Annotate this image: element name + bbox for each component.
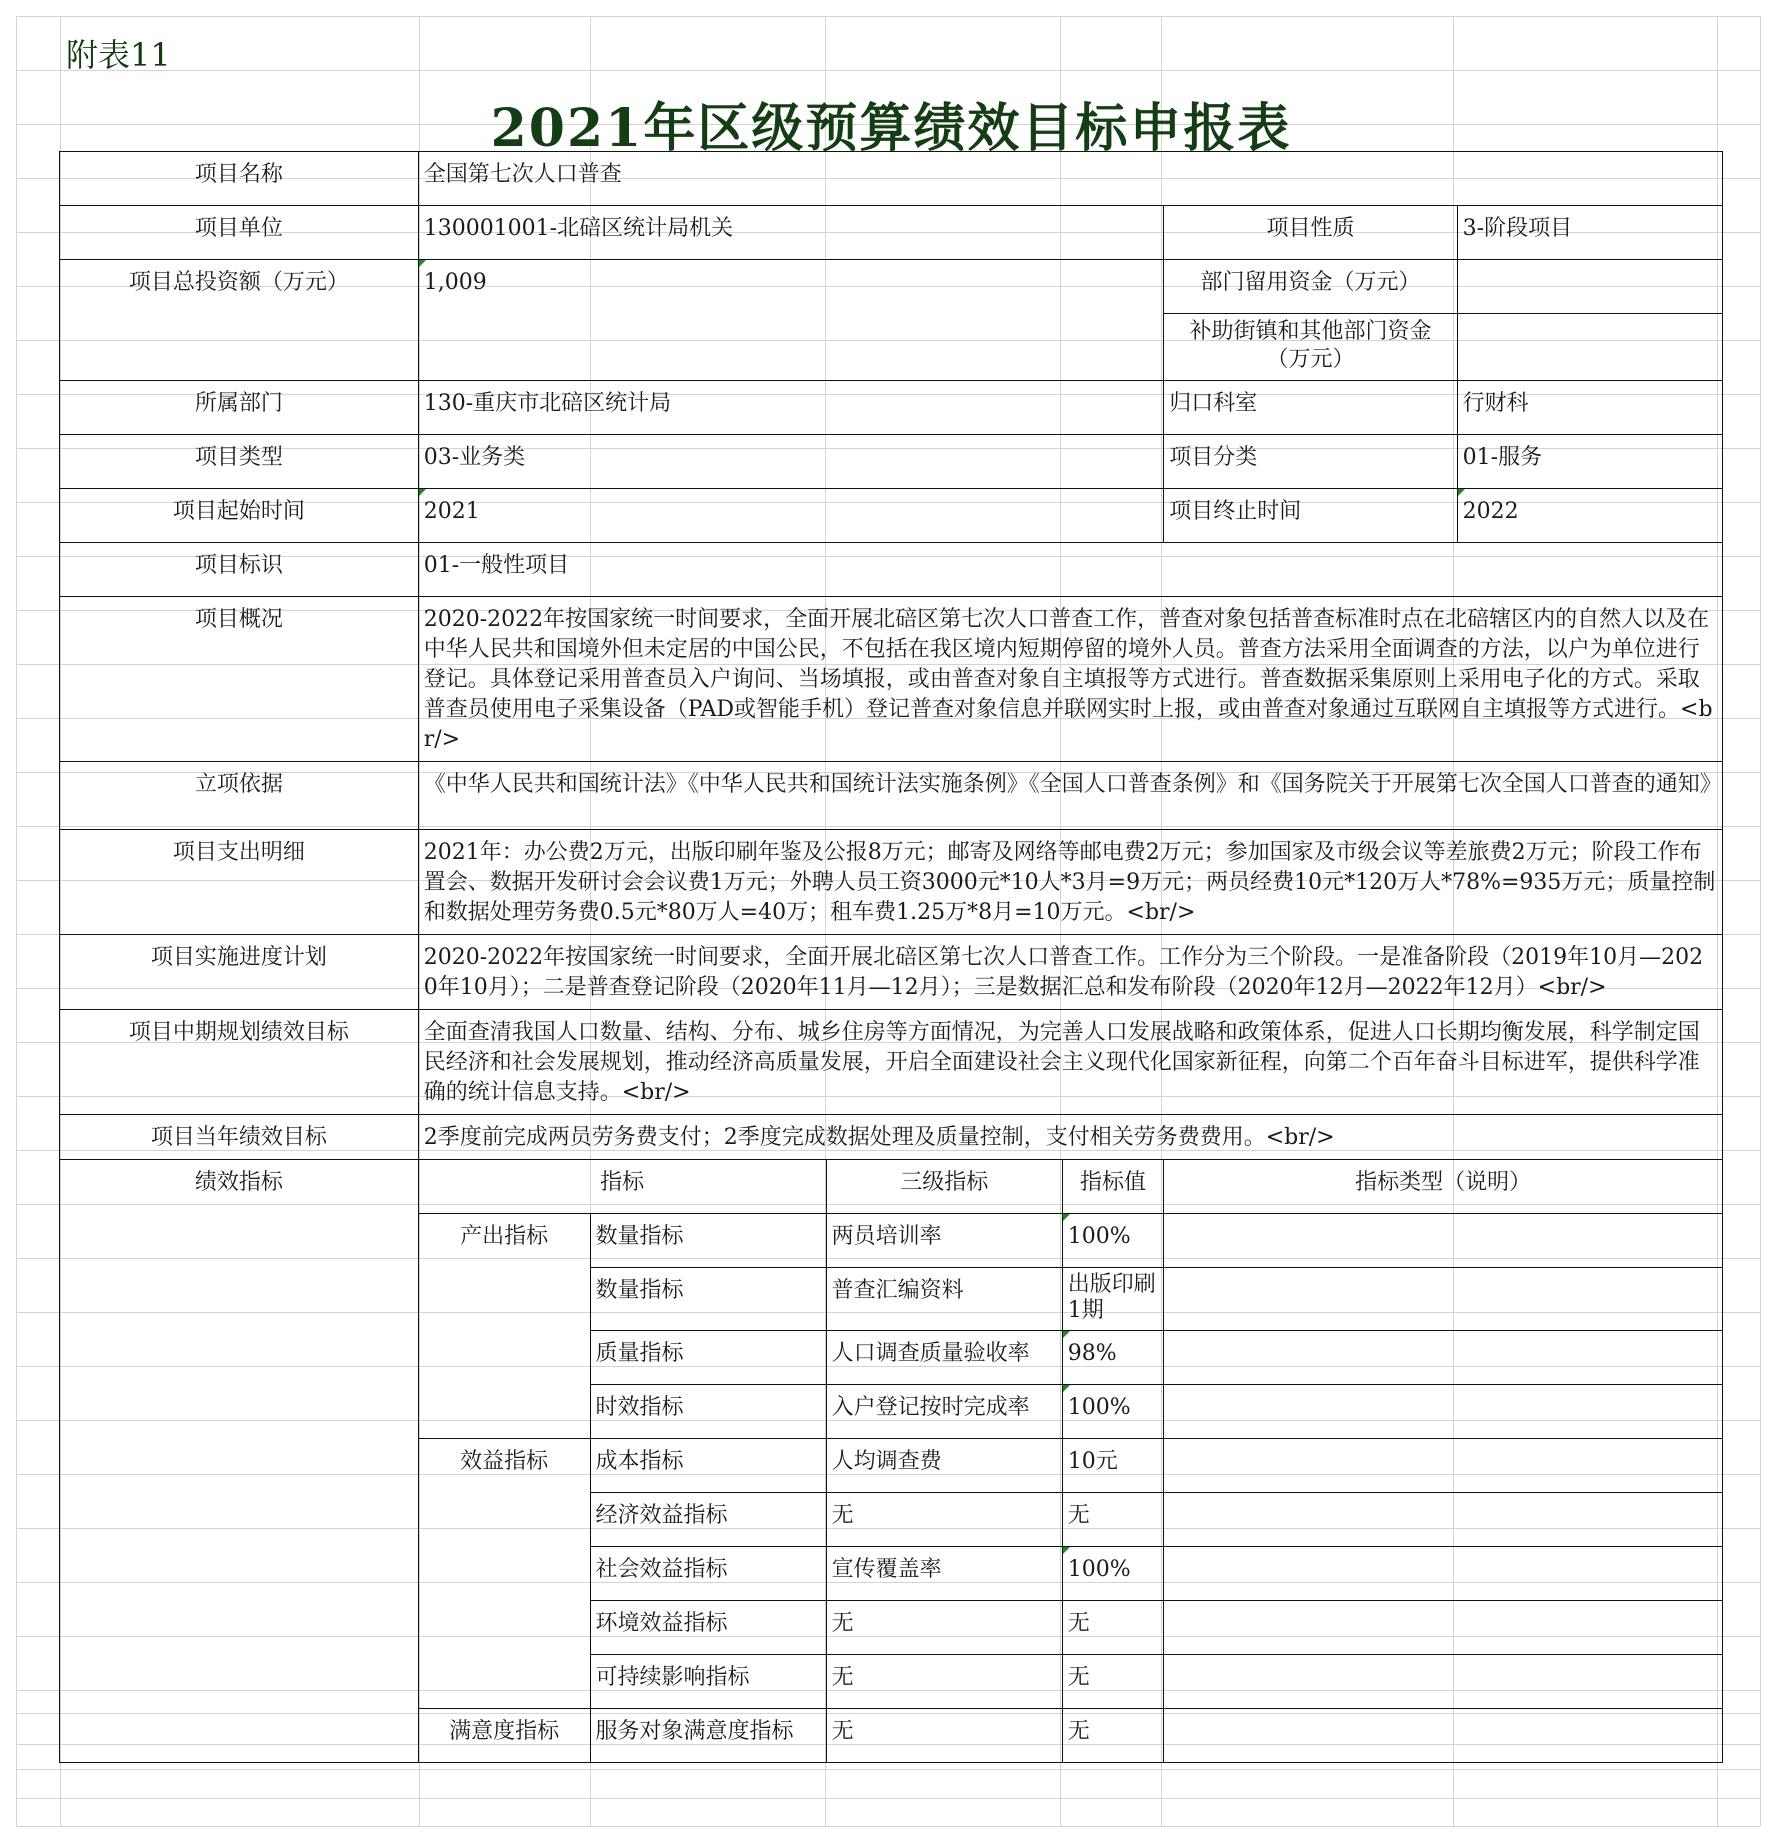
row-project-unit xyxy=(60,206,1723,260)
indicator-sub: 数量指标 xyxy=(590,1214,826,1268)
indicator-level3[interactable]: 无 xyxy=(826,1493,1062,1547)
indicator-value[interactable]: 100% xyxy=(1062,1214,1163,1268)
row-midterm-goal xyxy=(60,1010,1723,1115)
indicator-header-row xyxy=(60,1160,1723,1214)
gridline xyxy=(16,1769,1760,1770)
gridline xyxy=(16,1826,1760,1827)
row-overview xyxy=(60,597,1723,762)
total-investment-value[interactable]: 1,009 xyxy=(418,260,1164,381)
indicator-type[interactable] xyxy=(1164,1601,1723,1655)
row-identifier xyxy=(60,543,1723,597)
project-name-value[interactable]: 全国第七次人口普查 xyxy=(418,152,1722,206)
start-time-value[interactable]: 2021 xyxy=(418,489,1164,543)
schedule-value[interactable]: 2020-2022年按国家统一时间要求，全面开展北碚区第七次人口普查工作。工作分为三个阶段。一是准备阶段（2019年10月—2020年10月）；二是普查登记阶段（2020年11月—12月）；三是数据汇总和发布阶段（2020年12月—2022年12月）<br/> xyxy=(418,935,1722,1010)
row-start-time xyxy=(60,489,1723,543)
row-total-investment xyxy=(60,260,1723,314)
indicator-value[interactable]: 无 xyxy=(1062,1709,1163,1763)
gridline xyxy=(16,16,17,1826)
gridline xyxy=(16,70,1760,71)
basis-label: 立项依据 xyxy=(60,762,419,830)
project-nature-label: 项目性质 xyxy=(1164,206,1457,260)
indicator-sub: 成本指标 xyxy=(590,1439,826,1493)
indicator-type[interactable] xyxy=(1164,1547,1723,1601)
row-project-name xyxy=(60,152,1723,206)
indicator-type[interactable] xyxy=(1164,1709,1723,1763)
indicator-sub: 社会效益指标 xyxy=(590,1547,826,1601)
project-name-label: 项目名称 xyxy=(60,152,419,206)
level3-header: 三级指标 xyxy=(826,1160,1062,1214)
indicator-sub: 经济效益指标 xyxy=(590,1493,826,1547)
indicator-level3[interactable]: 人均调查费 xyxy=(826,1439,1062,1493)
indicator-type[interactable] xyxy=(1164,1655,1723,1709)
dept-reserve-label: 部门留用资金（万元） xyxy=(1164,260,1457,314)
project-type-label: 项目类型 xyxy=(60,435,419,489)
project-category-value[interactable]: 01-服务 xyxy=(1457,435,1722,489)
indicator-level3[interactable]: 无 xyxy=(826,1601,1062,1655)
indicator-level3[interactable]: 两员培训率 xyxy=(826,1214,1062,1268)
output-indicators-group: 产出指标 xyxy=(418,1214,590,1439)
indicator-value[interactable]: 无 xyxy=(1062,1493,1163,1547)
indicator-value[interactable]: 无 xyxy=(1062,1601,1163,1655)
indicators-label: 绩效指标 xyxy=(60,1160,419,1763)
indicator-level3[interactable]: 人口调查质量验收率 xyxy=(826,1331,1062,1385)
total-investment-label: 项目总投资额（万元） xyxy=(60,260,419,381)
row-annual-goal xyxy=(60,1115,1723,1160)
indicator-type[interactable] xyxy=(1164,1385,1723,1439)
expenditure-label: 项目支出明细 xyxy=(60,830,419,935)
indicator-header: 指标 xyxy=(418,1160,826,1214)
indicator-type[interactable] xyxy=(1164,1331,1723,1385)
identifier-label: 项目标识 xyxy=(60,543,419,597)
indicator-sub: 服务对象满意度指标 xyxy=(590,1709,826,1763)
indicator-type[interactable] xyxy=(1164,1493,1723,1547)
office-label: 归口科室 xyxy=(1164,381,1457,435)
project-category-label: 项目分类 xyxy=(1164,435,1457,489)
end-time-label: 项目终止时间 xyxy=(1164,489,1457,543)
indicator-level3[interactable]: 宣传覆盖率 xyxy=(826,1547,1062,1601)
indicator-level3[interactable]: 入户登记按时完成率 xyxy=(826,1385,1062,1439)
department-label: 所属部门 xyxy=(60,381,419,435)
midterm-goal-label: 项目中期规划绩效目标 xyxy=(60,1010,419,1115)
dept-reserve-value[interactable] xyxy=(1457,260,1722,314)
value-header: 指标值 xyxy=(1062,1160,1163,1214)
project-nature-value[interactable]: 3-阶段项目 xyxy=(1457,206,1722,260)
indicator-sub: 环境效益指标 xyxy=(590,1601,826,1655)
benefit-indicators-group: 效益指标 xyxy=(418,1439,590,1709)
row-department xyxy=(60,381,1723,435)
basis-value[interactable]: 《中华人民共和国统计法》《中华人民共和国统计法实施条例》《全国人口普查条例》和《国务院关于开展第七次全国人口普查的通知》 xyxy=(418,762,1722,830)
end-time-value[interactable]: 2022 xyxy=(1457,489,1722,543)
gridline xyxy=(16,16,1760,17)
annual-goal-value[interactable]: 2季度前完成两员劳务费支付；2季度完成数据处理及质量控制，支付相关劳务费费用。<br/> xyxy=(418,1115,1722,1160)
indicator-type[interactable] xyxy=(1164,1214,1723,1268)
indicator-sub: 数量指标 xyxy=(590,1268,826,1331)
project-unit-label: 项目单位 xyxy=(60,206,419,260)
project-type-value[interactable]: 03-业务类 xyxy=(418,435,1164,489)
office-value[interactable]: 行财科 xyxy=(1457,381,1722,435)
subsidy-value[interactable] xyxy=(1457,314,1722,381)
annex-label: 附表11 xyxy=(66,36,171,74)
project-unit-value[interactable]: 130001001-北碚区统计局机关 xyxy=(418,206,1164,260)
subsidy-label: 补助街镇和其他部门资金（万元） xyxy=(1164,314,1457,381)
overview-label: 项目概况 xyxy=(60,597,419,762)
gridline xyxy=(1760,16,1761,1826)
indicator-value[interactable]: 98% xyxy=(1062,1331,1163,1385)
start-time-label: 项目起始时间 xyxy=(60,489,419,543)
performance-target-form xyxy=(59,151,1723,1763)
row-project-type xyxy=(60,435,1723,489)
identifier-value[interactable]: 01-一般性项目 xyxy=(418,543,1722,597)
indicator-sub: 时效指标 xyxy=(590,1385,826,1439)
indicator-level3[interactable]: 无 xyxy=(826,1709,1062,1763)
indicator-level3[interactable]: 普查汇编资料 xyxy=(826,1268,1062,1331)
row-expenditure xyxy=(60,830,1723,935)
indicator-value[interactable]: 100% xyxy=(1062,1385,1163,1439)
type-header: 指标类型（说明） xyxy=(1164,1160,1723,1214)
indicator-type[interactable] xyxy=(1164,1268,1723,1331)
row-schedule xyxy=(60,935,1723,1010)
midterm-goal-value[interactable]: 全面查清我国人口数量、结构、分布、城乡住房等方面情况，为完善人口发展战略和政策体系，促进人口长期均衡发展，科学制定国民经济和社会发展规划，推动经济高质量发展，开启全面建设社会主义现代化国家新征程，向第二个百年奋斗目标进军，提供科学准确的统计信息支持。<br/> xyxy=(418,1010,1722,1115)
overview-value[interactable]: 2020-2022年按国家统一时间要求，全面开展北碚区第七次人口普查工作，普查对象包括普查标准时点在北碚辖区内的自然人以及在中华人民共和国境外但未定居的中国公民，不包括在我区境内短期停留的境外人员。普查方法采用全面调查的方法，以户为单位进行登记。具体登记采用普查员入户询问、当场填报，或由普查对象自主填报等方式进行。普查数据采集原则上采用电子化的方式。采取普查员使用电子采集设备（PAD或智能手机）登记普查对象信息并联网实时上报，或由普查对象通过互联网自主填报等方式进行。<br/> xyxy=(418,597,1722,762)
indicator-sub: 可持续影响指标 xyxy=(590,1655,826,1709)
department-value[interactable]: 130-重庆市北碚区统计局 xyxy=(418,381,1164,435)
row-basis xyxy=(60,762,1723,830)
schedule-label: 项目实施进度计划 xyxy=(60,935,419,1010)
indicator-value[interactable]: 100% xyxy=(1062,1547,1163,1601)
annual-goal-label: 项目当年绩效目标 xyxy=(60,1115,419,1160)
indicator-value[interactable]: 10元 xyxy=(1062,1439,1163,1493)
satisfaction-indicators-group: 满意度指标 xyxy=(418,1709,590,1763)
indicator-value[interactable]: 无 xyxy=(1062,1655,1163,1709)
indicator-level3[interactable]: 无 xyxy=(826,1655,1062,1709)
indicator-type[interactable] xyxy=(1164,1439,1723,1493)
page-title: 2021年区级预算绩效目标申报表 xyxy=(490,98,1292,159)
indicator-value[interactable]: 出版印刷1期 xyxy=(1062,1268,1163,1331)
indicator-sub: 质量指标 xyxy=(590,1331,826,1385)
expenditure-value[interactable]: 2021年：办公费2万元，出版印刷年鉴及公报8万元；邮寄及网络等邮电费2万元；参加国家及市级会议等差旅费2万元；阶段工作布置会、数据开发研讨会会议费1万元；外聘人员工资3000元*10人*3月=9万元；两员经费10元*120万人*78%=935万元；质量控制和数据处理劳务费0.5元*80万人=40万；租车费1.25万*8月=10万元。<br/> xyxy=(418,830,1722,935)
gridline xyxy=(16,1798,1760,1799)
